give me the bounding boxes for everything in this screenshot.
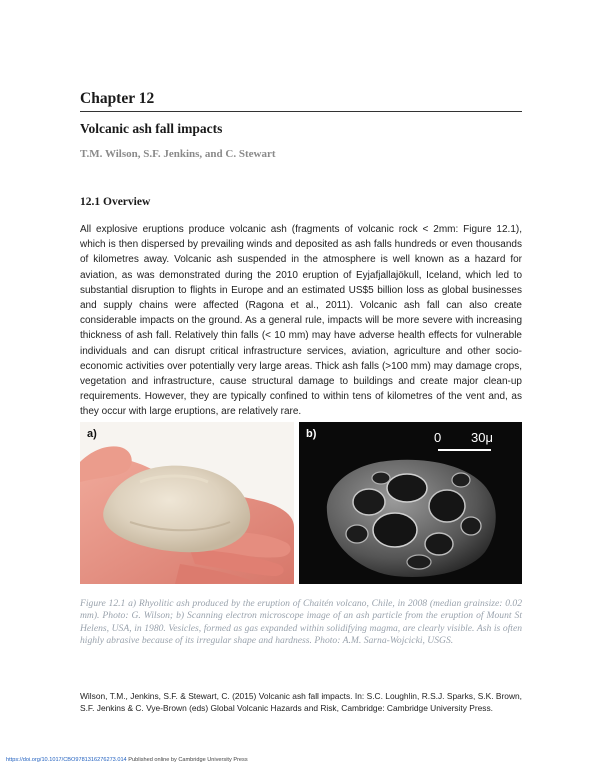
- page-footer: [6, 757, 248, 763]
- ash-particle-sem-image: [299, 422, 522, 584]
- chapter-title: Volcanic ash fall impacts: [80, 121, 223, 136]
- chapter-divider: [80, 111, 522, 112]
- scale-end-label: 30μ: [471, 430, 493, 445]
- overview-paragraph: All explosive eruptions produce volcanic ash (fragments of volcanic rock < 2mm: Figure 12.1), which is then dispersed by prevailing winds and deposited as ash falls hundreds or even thousands of kilometres away. Volcanic ash suspended in the atmosphere is well known as a hazard for aviation, as was demonstrated during the 2010 eruption of Eyjafjallajökull, Iceland, which led to substantial disruption to flights in Europe and an estimated US$5 billion loss as global businesses and supply chains were affected (Ragona et al., 2011). Volcanic ash fall can also create considerable impacts on the ground. As a general rule, impacts will be more severe with increasing thickness of ash fall. Relatively thin falls (< 10 mm) may have adverse health effects for vulnerable individuals and can disrupt critical infrastructure services, aviation, agriculture and other socio-economic activities over potentially very large areas. Thick ash falls (>100 mm) may damage crops, vegetation and infrastructure, cause structural damage to buildings and create major clean-up requirements. However, they are typically confined to within tens of kilometres of the vent and, as they occur with large eruptions, are relatively rare.: [80, 224, 522, 418]
- panel-a-label: a): [87, 428, 97, 440]
- panel-b-label: b): [306, 428, 317, 440]
- published-note: Published online by Cambridge University Press: [128, 757, 248, 763]
- hand-with-ash-photo: [80, 422, 294, 584]
- chapter-citation: Wilson, T.M., Jenkins, S.F. & Stewart, C. (2015) Volcanic ash fall impacts. In: S.C. Loughlin, R.S.J. Sparks, S.K. Brown, S.F. Jenkins & C. Vye-Brown (eds) Global Volcanic Hazards and Risk, Cambridge: Cambridge University Press.: [80, 691, 522, 713]
- figure-caption: Figure 12.1 a) Rhyolitic ash produced by the eruption of Chaitén volcano, Chile, in 2008 (median grainsize: 0.02 mm). Photo: G. Wilson; b) Scanning electron microscope image of an ash particle from the eruption of Mount St Helens, USA, in 1980. Vesicles, formed as gas expanded within solidifying magma, are clearly visible. Ash is often highly abrasive because of its irregular shape and hardness. Photo: A.M. Sarna-Wojcicki, USGS.: [80, 598, 522, 646]
- section-heading: 12.1 Overview: [80, 196, 151, 208]
- chapter-authors: T.M. Wilson, S.F. Jenkins, and C. Stewart: [80, 148, 276, 160]
- figure-panel-a: [80, 422, 294, 584]
- doi-link[interactable]: https://doi.org/10.1017/CBO9781316276273.014: [6, 757, 127, 763]
- scale-start-label: 0: [434, 430, 442, 445]
- figure-panel-b: [299, 422, 522, 584]
- chapter-label: Chapter 12: [80, 90, 155, 107]
- scale-bar: [438, 449, 491, 451]
